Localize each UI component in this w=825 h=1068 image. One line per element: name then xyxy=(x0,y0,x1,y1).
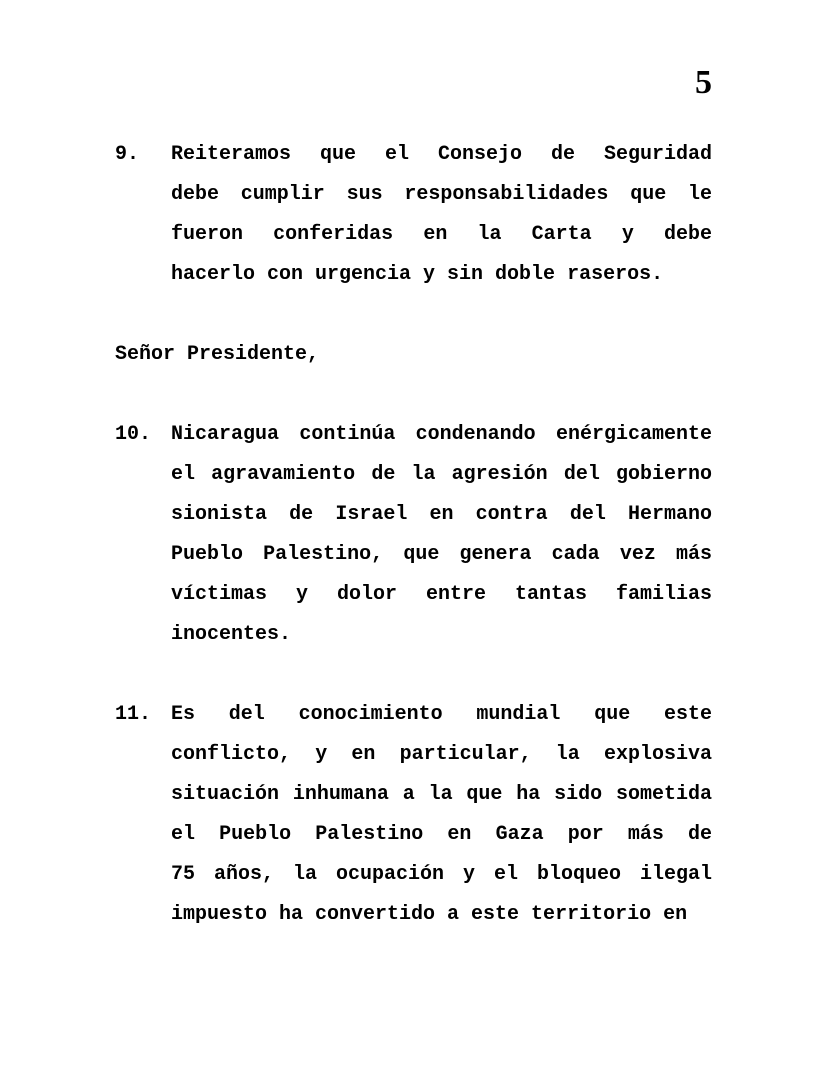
paragraph-text xyxy=(171,135,712,295)
text-line: fueron conferidas en la Carta y debe xyxy=(171,223,712,246)
paragraph-number: 10. xyxy=(115,423,152,446)
document-body xyxy=(115,135,712,975)
text-line: Señor Presidente, xyxy=(115,343,320,366)
salutation-text xyxy=(115,335,712,375)
text-line: el agravamiento de la agresión del gobierno xyxy=(171,463,712,486)
salutation xyxy=(115,335,712,375)
text-line: Pueblo Palestino, que genera cada vez más xyxy=(171,543,712,566)
text-line: Es del conocimiento mundial que este xyxy=(171,703,712,726)
paragraph-10 xyxy=(115,415,712,655)
text-line: sionista de Israel en contra del Hermano xyxy=(171,503,712,526)
text-line: el Pueblo Palestino en Gaza por más de xyxy=(171,823,712,846)
paragraph-number: 11. xyxy=(115,703,152,726)
text-line: inocentes. xyxy=(171,623,292,646)
text-line: situación inhumana a la que ha sido sometida xyxy=(171,783,712,806)
paragraph-text xyxy=(171,695,712,935)
paragraph-11 xyxy=(115,695,712,935)
page-number: 5 xyxy=(695,64,712,101)
text-line: conflicto, y en particular, la explosiva xyxy=(171,743,712,766)
paragraph-number: 9. xyxy=(115,143,140,166)
text-line: debe cumplir sus responsabilidades que le xyxy=(171,183,712,206)
paragraph-9 xyxy=(115,135,712,295)
text-line: 75 años, la ocupación y el bloqueo ilegal xyxy=(171,863,712,886)
text-line: hacerlo con urgencia y sin doble raseros. xyxy=(171,263,664,286)
paragraph-text xyxy=(171,415,712,655)
text-line: víctimas y dolor entre tantas familias xyxy=(171,583,712,606)
text-line: Nicaragua continúa condenando enérgicamente xyxy=(171,423,712,446)
text-line: impuesto ha convertido a este territorio en xyxy=(171,903,688,926)
text-line: Reiteramos que el Consejo de Seguridad xyxy=(171,143,712,166)
